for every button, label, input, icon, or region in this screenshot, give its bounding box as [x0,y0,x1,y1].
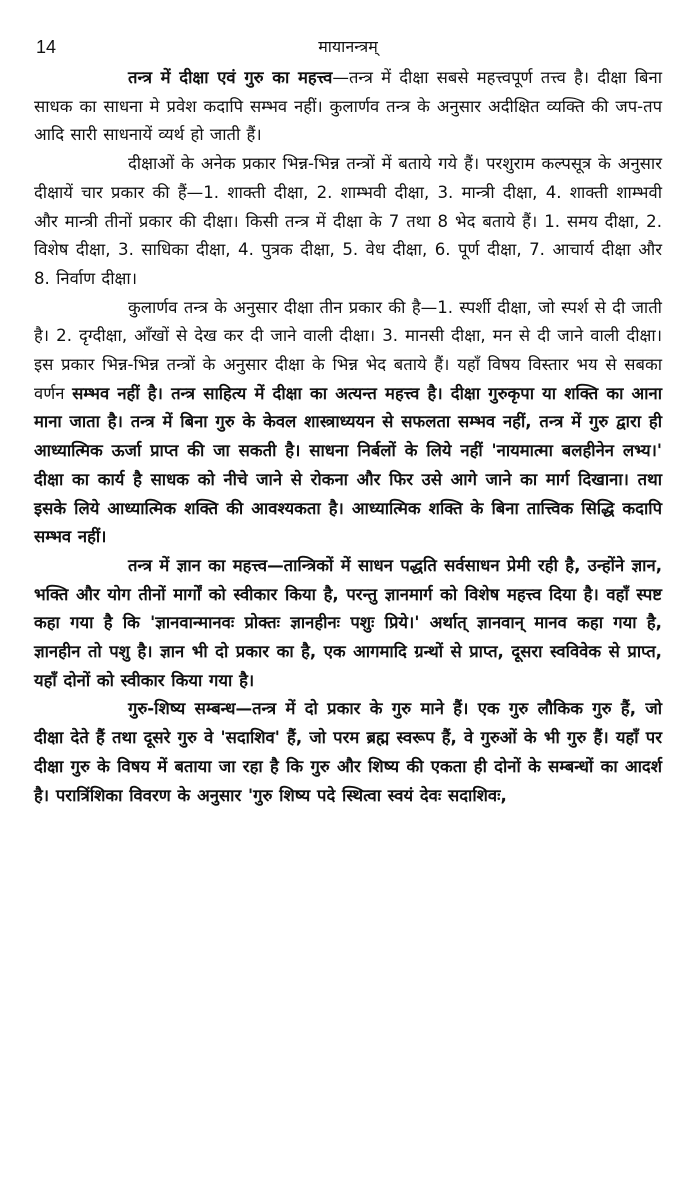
section-heading-guru-shishya: गुरु-शिष्य सम्बन्ध [128,699,236,719]
paragraph-text: —तन्त्र में दीक्षा सबसे महत्त्वपूर्ण तत्त्व है। दीक्षा बिना साधक का साधना मे प्रवेश कदापि सम्भव नहीं। कुलार्णव तन्त्र के अनुसार अदीक्षित व्यक्ति की जप-तप आदि सारी साधनायें व्यर्थ हो जाती हैं। [34,68,662,145]
book-title: मायानन्त्रम् [318,37,378,56]
paragraph-kularnava-diksha [34,294,662,552]
paragraph-text: दीक्षाओं के अनेक प्रकार भिन्न-भिन्न तन्त्रों में बताये गये हैं। परशुराम कल्पसूत्र के अनुसार दीक्षायें चार प्रकार की हैं—1. शाक्ती दीक्षा, 2. शाम्भवी दीक्षा, 3. मान्त्री दीक्षा, 4. शाक्ती शाम्भवी और मान्त्री तीनों प्रकार की दीक्षा। किसी तन्त्र में दीक्षा के 7 तथा 8 भेद बताये हैं। 1. समय दीक्षा, 2. विशेष दीक्षा, 3. साधिका दीक्षा, 4. पुत्रक दीक्षा, 5. वेध दीक्षा, 6. पूर्ण दीक्षा, 7. आचार्य दीक्षा और 8. निर्वाण दीक्षा। [34,154,662,288]
paragraph-text: कुलार्णव तन्त्र के अनुसार दीक्षा तीन प्रकार की है—1. स्पर्शी दीक्षा, जो स्पर्श से दी जाती है। 2. दृग्दीक्षा, आँखों से देख कर दी जाने वाली दीक्षा। 3. मानसी दीक्षा, मन से दी जाने वाली दीक्षा। इस प्रकार भिन्न-भिन्न तन्त्रों के अनुसार दीक्षा के भिन्न भेद बताये हैं। यहाँ विषय विस्तार भय से सबका वर्णन [34,297,662,403]
paragraph-guru-shishya [34,695,662,810]
paragraph-diksha-types [34,150,662,294]
paragraph-text-bold: —तान्त्रिकों में साधन पद्धति सर्वसाधन प्रेमी रही है, उन्होंने ज्ञान, भक्ति और योग तीनों मार्गों को स्वीकार किया है, परन्तु ज्ञानमार्ग को विशेष महत्त्व दिया है। वहाँ स्पष्ट कहा गया है कि 'ज्ञानवान्मानवः प्रोक्तः ज्ञानहीनः पशुः प्रिये।' अर्थात् ज्ञानवान् मानव कहा गया है, ज्ञानहीन तो पशु है। ज्ञान भी दो प्रकार का है, एक आगमादि ग्रन्थों से प्राप्त, दूसरा स्वविवेक से प्राप्त, यहाँ दोनों को स्वीकार किया गया है। [34,555,662,690]
paragraph-text-bold: सम्भव नहीं है। तन्त्र साहित्य में दीक्षा का अत्यन्त महत्त्व है। दीक्षा गुरुकृपा या शक्ति का आना माना जाता है। तन्त्र में बिना गुरु के केवल शास्त्राध्ययन से सफलता सम्भव नहीं, तन्त्र में गुरु द्वारा ही आध्यात्मिक ऊर्जा प्राप्त की जा सकती है। साधना निर्बलों के लिये नहीं 'नायमात्मा बलहीनेन लभ्य।' दीक्षा का कार्य है साधक को नीचे जाने से रोकना और फिर उसे आगे जाने का मार्ग दिखाना। तथा इसके लिये आध्यात्मिक शक्ति की आवश्यकता है। आध्यात्मिक शक्ति के बिना तात्त्विक सिद्धि कदापि सम्भव नहीं। [34,383,662,547]
paragraph-text-bold: —तन्त्र में दो प्रकार के गुरु माने हैं। एक गुरु लौकिक गुरु हैं, जो दीक्षा देते हैं तथा दूसरे गुरु वे 'सदाशिव' हैं, जो परम ब्रह्म स्वरूप हैं, वे गुरुओं के भी गुरु हैं। यहाँ पर दीक्षा गुरु के विषय में बताया जा रहा है कि गुरु और शिष्य की एकता ही दोनों के सम्बन्धों का आदर्श है। परात्रिंशिका विवरण के अनुसार 'गुरु शिष्य पदे स्थित्वा स्वयं देवः सदाशिवः, [34,699,663,805]
section-heading-diksha-guru: तन्त्र में दीक्षा एवं गुरु का महत्त्व [128,68,333,87]
running-header [34,30,662,64]
page-number: 14 [36,37,57,57]
paragraph-jnana-importance [34,552,662,696]
paragraph-diksha-guru-importance [34,64,662,150]
section-heading-jnana: तन्त्र में ज्ञान का महत्त्व [128,555,268,575]
